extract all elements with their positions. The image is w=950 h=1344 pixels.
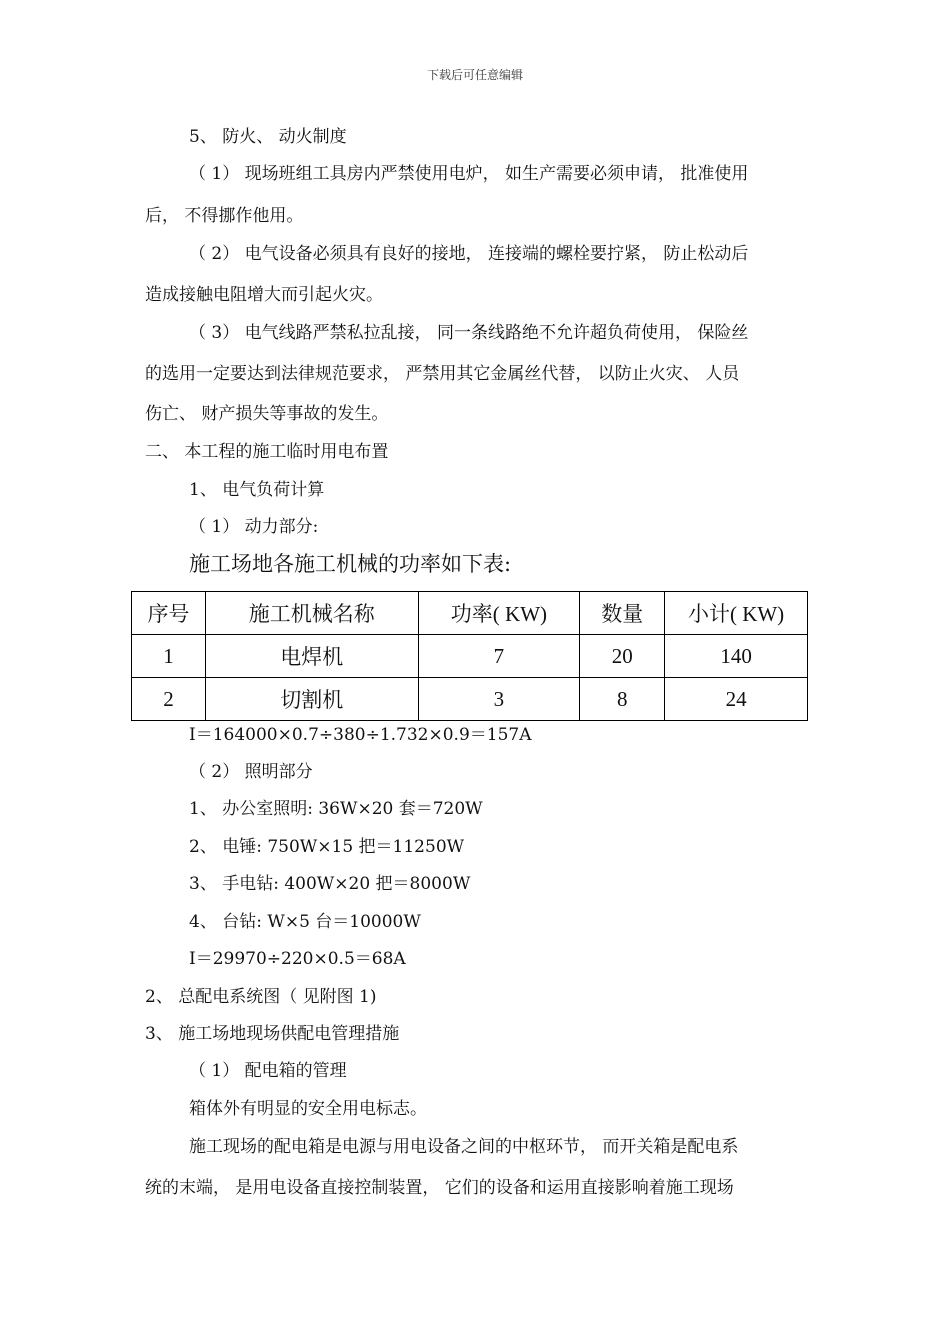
table-cell: 电焊机 (205, 635, 418, 678)
text-line-l05: 造成接触电阻增大而引起火灾。 (145, 285, 383, 305)
header-cell-subtotal: 小计( KW) (665, 592, 808, 635)
table-cell: 1 (132, 635, 206, 678)
table-cell: 8 (580, 678, 665, 721)
header-cell-quantity: 数量 (580, 592, 665, 635)
text-line-l22: （ 1） 配电箱的管理 (189, 1061, 347, 1081)
text-line-l11: （ 1） 动力部分: (189, 517, 319, 537)
table-cell: 140 (665, 635, 808, 678)
text-line-l20: 2、 总配电系统图（ 见附图 1) (145, 987, 377, 1007)
text-line-l14: （ 2） 照明部分 (189, 762, 313, 782)
text-line-l08: 伤亡、 财产损失等事故的发生。 (145, 404, 389, 424)
text-line-l23: 箱体外有明显的安全用电标志。 (189, 1099, 427, 1119)
table-row (132, 635, 808, 678)
header-cell-machine-name: 施工机械名称 (205, 592, 418, 635)
text-line-l15: 1、 办公室照明: 36W×20 套＝720W (189, 799, 483, 819)
text-line-l03: 后， 不得挪作他用。 (145, 206, 304, 226)
table-cell: 7 (418, 635, 580, 678)
text-line-l25: 统的末端， 是用电设备直接控制装置， 它们的设备和运用直接影响着施工现场 (145, 1178, 734, 1198)
text-line-l01: 5、 防火、 动火制度 (189, 127, 347, 147)
table-header-row (132, 592, 808, 635)
table-row (132, 678, 808, 721)
text-line-l02: （ 1） 现场班组工具房内严禁使用电炉， 如生产需要必须申请， 批准使用 (189, 164, 749, 184)
table-cell: 3 (418, 678, 580, 721)
text-line-l06: （ 3） 电气线路严禁私拉乱接， 同一条线路绝不允许超负荷使用， 保险丝 (189, 323, 749, 343)
table-cell: 2 (132, 678, 206, 721)
section-heading-l09: 二、 本工程的施工临时用电布置 (145, 442, 389, 462)
table-cell: 24 (665, 678, 808, 721)
table-caption: 施工场地各施工机械的功率如下表: (189, 552, 512, 576)
subsection-heading-l10: 1、 电气负荷计算 (189, 480, 325, 500)
formula-line-l19: I＝29970÷220×0.5＝68A (189, 949, 406, 969)
text-line-l17: 3、 手电钻: 400W×20 把＝8000W (189, 874, 471, 894)
text-line-l21: 3、 施工场地现场供配电管理措施 (145, 1024, 400, 1044)
table-cell: 20 (580, 635, 665, 678)
text-line-l18: 4、 台钻: W×5 台＝10000W (189, 912, 421, 932)
header-cell-power: 功率( KW) (418, 592, 580, 635)
header-cell-index: 序号 (132, 592, 206, 635)
table-cell: 切割机 (205, 678, 418, 721)
formula-line-l13: I＝164000×0.7÷380÷1.732×0.9＝157A (189, 725, 532, 745)
text-line-l16: 2、 电锤: 750W×15 把＝11250W (189, 837, 465, 857)
text-line-l04: （ 2） 电气设备必须具有良好的接地， 连接端的螺栓要拧紧， 防止松动后 (189, 244, 749, 264)
machine-power-table (131, 591, 808, 721)
text-line-l07: 的选用一定要达到法律规范要求， 严禁用其它金属丝代替， 以防止火灾、 人员 (145, 364, 740, 384)
text-line-l24: 施工现场的配电箱是电源与用电设备之间的中枢环节， 而开关箱是配电系 (189, 1137, 739, 1157)
page-header: 下载后可任意编辑 (426, 68, 523, 82)
